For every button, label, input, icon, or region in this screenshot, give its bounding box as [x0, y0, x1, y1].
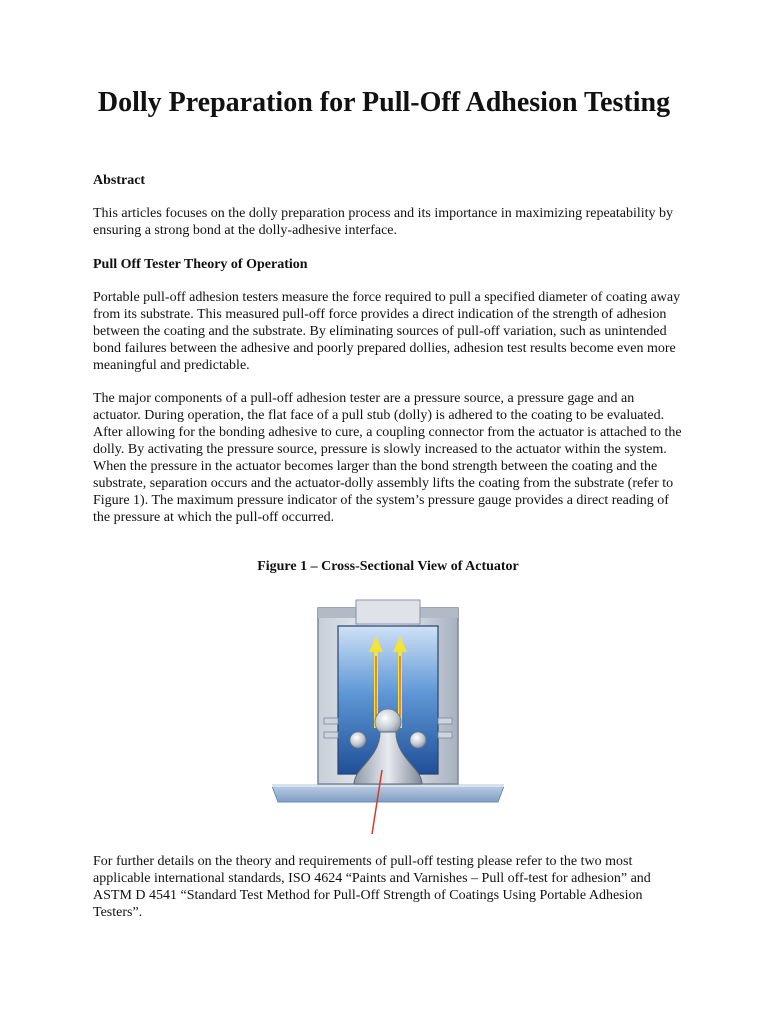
- abstract-paragraph: This articles focuses on the dolly preparation process and its importance in maximizing repeatability by ensuring a strong bond at the dolly-adhesive interface.: [93, 206, 674, 238]
- theory-paragraph-1: Portable pull-off adhesion testers measure the force required to pull a specified diameter of coating away from its substrate. This measured pull-off force provides a direct indication of the strength of adhesion between the coating and the substrate. By eliminating sources of pull-off variation, such as unintended bond failures between the adhesive and poorly prepared dollies, adhesion test results become even more meaningful and predictable.: [93, 290, 681, 373]
- page-title: Dolly Preparation for Pull-Off Adhesion Testing: [97, 87, 671, 118]
- actuator-cross-section-figure: [272, 598, 504, 834]
- substrate-plate: [272, 784, 504, 802]
- standards-paragraph: For further details on the theory and requirements of pull-off testing please refer to the two most applicable international standards, ISO 4624 “Paints and Varnishes – Pull off-test for adhesion” and ASTM D 4541 “Standard Test Method for Pull-Off Strength of Coatings Using Portable Adhesion Testers”.: [93, 854, 651, 920]
- abstract-heading: Abstract: [93, 173, 146, 188]
- figure-caption: Figure 1 – Cross-Sectional View of Actuator: [257, 559, 519, 574]
- section-heading: Pull Off Tester Theory of Operation: [93, 257, 308, 272]
- theory-paragraph-2: The major components of a pull-off adhesion tester are a pressure source, a pressure gage and an actuator. During operation, the flat face of a pull stub (dolly) is adhered to the coating to be evaluated. After allowing for the bonding adhesive to cure, a coupling connector from the actuator is attached to the dolly. By activating the pressure source, pressure is slowly increased to the actuator within the system. When the pressure in the actuator becomes larger than the bond strength between the coating and the substrate, separation occurs and the actuator-dolly assembly lifts the coating from the substrate (refer to Figure 1). The maximum pressure indicator of the system’s pressure gauge provides a direct reading of the pressure at which the pull-off occurred.: [93, 391, 682, 525]
